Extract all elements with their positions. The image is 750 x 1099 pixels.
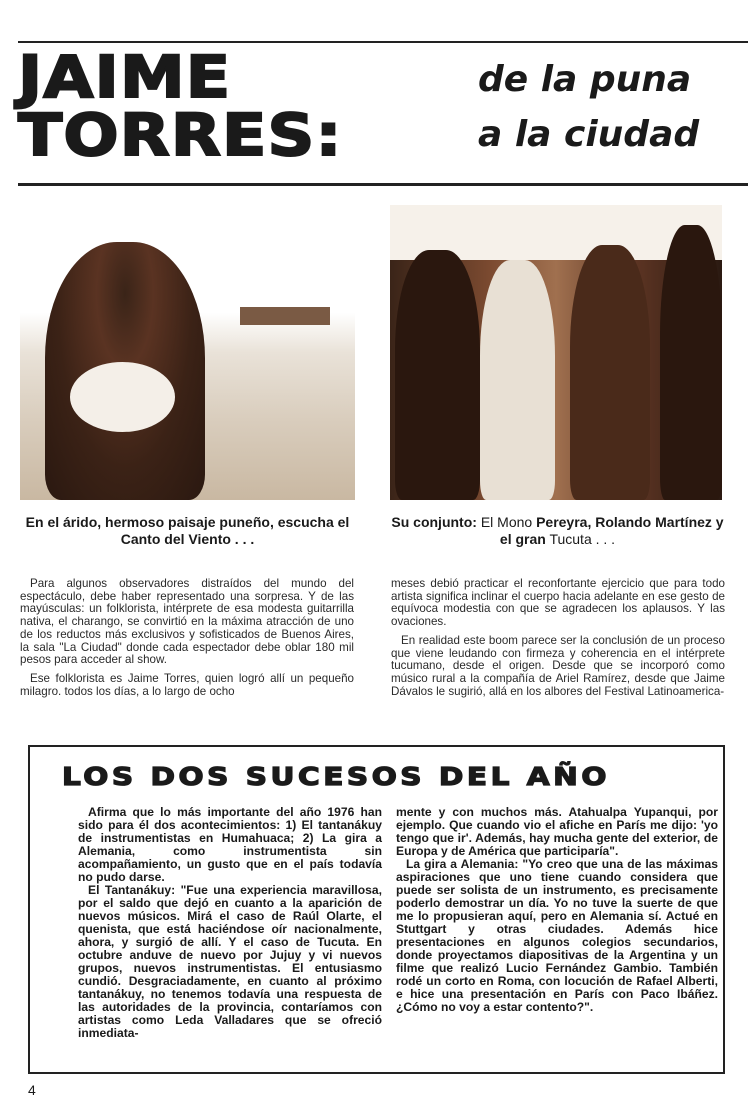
subheadline-line-1: de la puna [478, 59, 692, 100]
photo-musician [660, 225, 722, 500]
paragraph: La gira a Alemania: "Yo creo que una de las máximas aspiraciones que uno tiene cuando considera que puede ser solista de un instrumento, es precisamente poderlo demostrar un día. Yo no tuve la suerte de que me lo propusieran aquí, pero en Alemania sí. Actué en Stuttgart y otras ciudades. Además hice presentaciones en algunos colegios secundarios, donde proyectamos diapositivas de la Argentina y un filme que realizó Lucio Fernández Gambio. También rodé un corto en Roma, con locución de Rafael Alberti, e hice una presentación en París con Paco Ibáñez. ¿Cómo no voy a estar contento?". [396, 857, 718, 1014]
caption-regular: El Mono [476, 514, 537, 530]
paragraph: Ese folklorista es Jaime Torres, quien logró allí un pequeño milagro. todos los días, a lo largo de ocho [20, 671, 354, 698]
headline-line-1: JAIME [18, 43, 232, 111]
subheadline-line-2: a la ciudad [478, 114, 700, 155]
paragraph: El Tantanákuy: "Fue una experiencia maravillosa, por el saldo que dejó en cuanto a la aparición de nuevos músicos. Mirá el caso de Raúl Olarte, el quenista, que está haciéndose oír nacionalmente, ahora, y surgió de allí. Y el caso de Tucuta. En octubre anduve de nuevo por Jujuy y vi nuevos grupos, nuevos instrumentistas. El entusiasmo cundió. Desgraciadamente, en cuanto al próximo tantanákuy, no tenemos todavía una respuesta de las autoridades de la provincia, contaríamos con artistas como Leda Valladares que se ofreció inmediata- [78, 883, 382, 1040]
caption-left: En el árido, hermoso paisaje puneño, escucha el Canto del Viento . . . [25, 514, 350, 547]
paragraph: En realidad este boom parece ser la conclusión de un proceso que viene leudando con firmeza y coherencia en el intérprete tucumano, desde el origen. Desde que se incorporó como músico rural a la compañía de Ariel Ramírez, desde que Jaime Dávalos le sugirió, allá en los albores del Festival Latinoamerica- [391, 633, 725, 698]
paragraph: Afirma que lo más importante del año 1976 han sido para él dos acontecimientos: 1) El tantanákuy de instrumentistas en Humahuaca; 2) La gira a Alemania, como instrumentista sin acompañamiento, un gusto que en el país todavía no pudo darse. [78, 805, 382, 884]
caption-bold: Pereyra, Rolando Martínez y el gran [499, 514, 724, 547]
photo-musician [395, 250, 480, 500]
caption-regular: Tucuta . . . [545, 531, 616, 547]
page-number: 4 [28, 1082, 36, 1098]
caption-right [385, 514, 730, 548]
caption-bold: Su conjunto: [391, 514, 477, 530]
article-column-1 [20, 578, 354, 704]
photo-jaime-torres-puna [20, 232, 355, 500]
photo-house [240, 307, 330, 325]
header-bottom-rule [18, 183, 748, 186]
paragraph: Para algunos observadores distraídos del mundo del espectáculo, debe haber representado una sorpresa. Y de las mayúsculas: un folklorista, intérprete de esa modesta guitarrilla nativa, el charango, se convirtió en la máxima atracción de uno de los reductos más exclusivos y sofisticados de Buenos Aires, la sala "La Ciudad" donde cada espectador debe oblar 180 mil pesos para acceder al show. [20, 577, 354, 667]
paragraph: meses debió practicar el reconfortante ejercicio que para todo artista significa inclinar el cuerpo hacia adelante en ese gesto de equívoca modestia con que se agradecen los aplausos. Y las ovaciones. [391, 577, 725, 629]
headline-line-2: TORRES: [18, 101, 343, 169]
box-title: LOS DOS SUCESOS DEL AÑO [62, 762, 610, 791]
headline [18, 43, 343, 169]
photo-musician [570, 245, 650, 500]
paragraph: mente y con muchos más. Atahualpa Yupanqui, por ejemplo. Que cuando vio el afiche en París me dijo: 'yo tengo que ir'. Además, hay mucha gente del exterior, de Europa y de América que participaría". [396, 805, 718, 858]
subheadline [478, 52, 699, 162]
box-column-1 [78, 806, 382, 1040]
photo-hat [70, 362, 175, 432]
photo-musician [480, 260, 555, 500]
photo-ensemble [390, 205, 722, 500]
article-column-2 [391, 578, 725, 704]
box-column-2 [396, 806, 718, 1014]
